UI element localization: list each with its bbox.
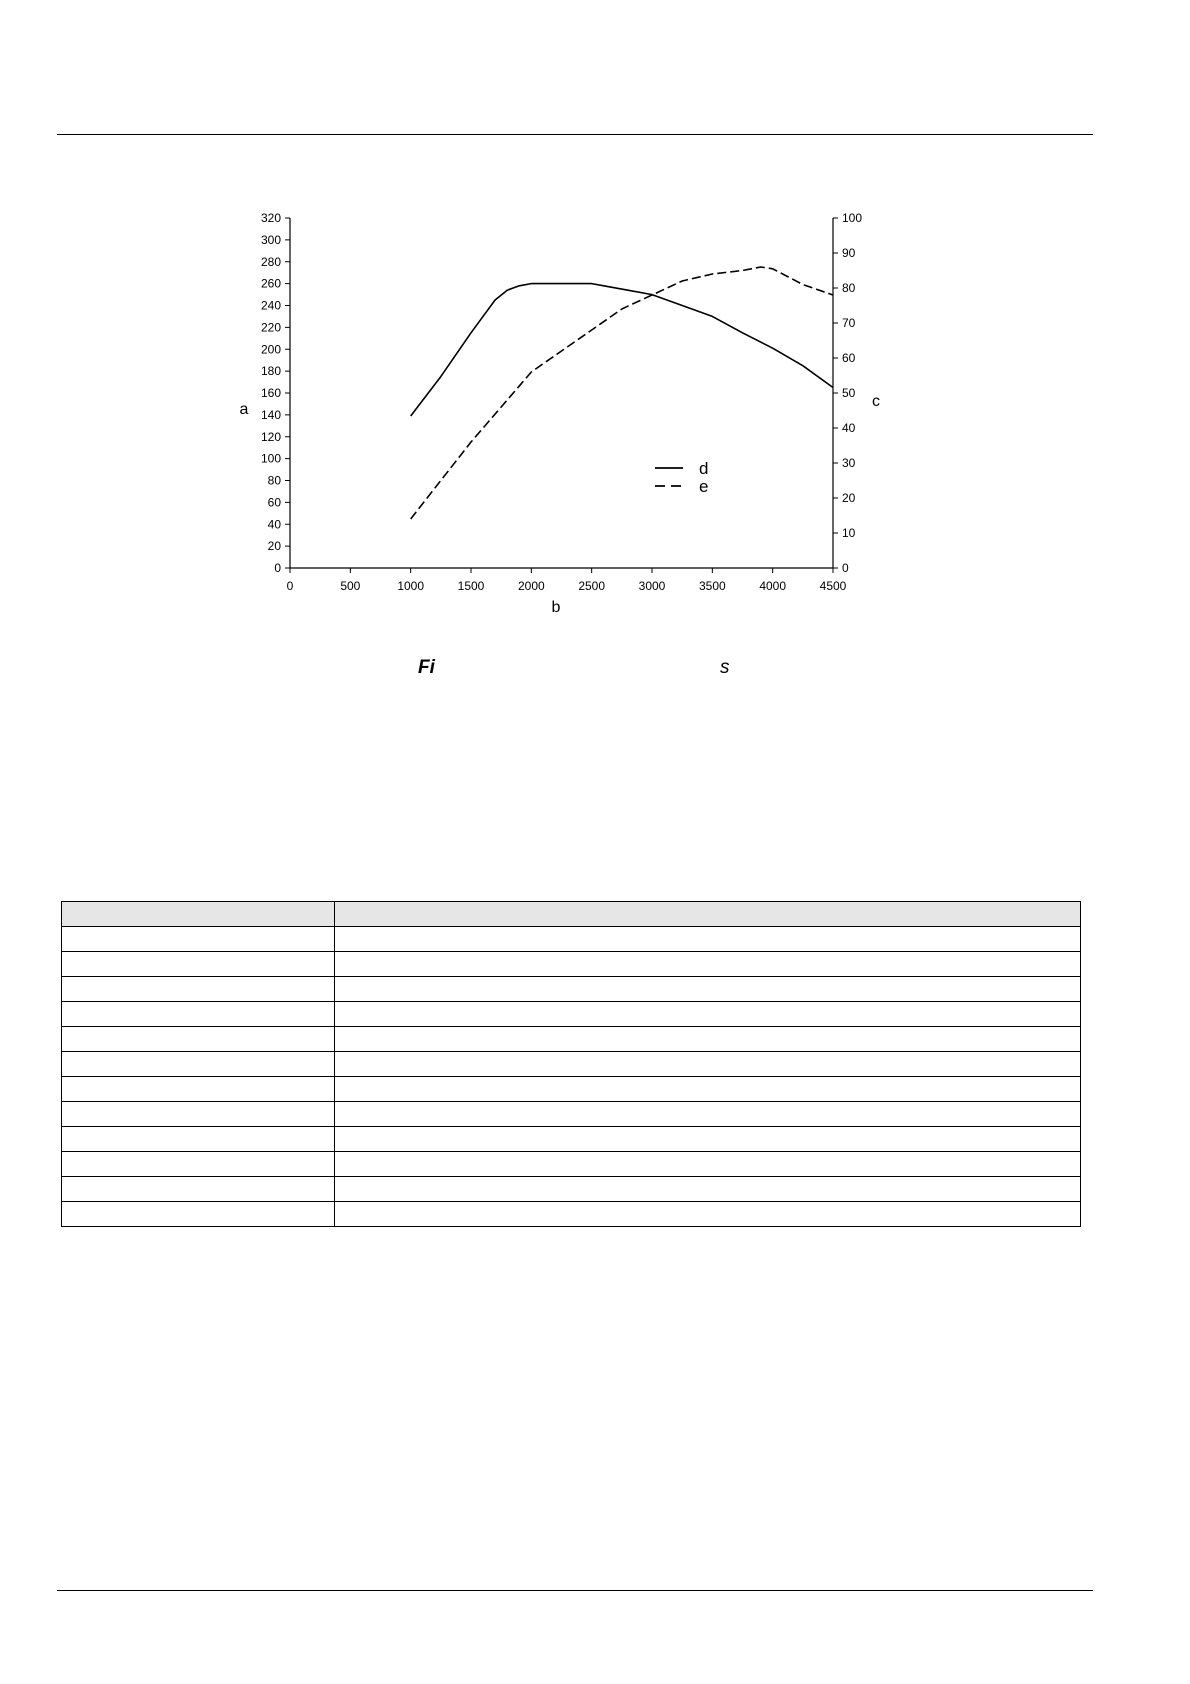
table-row: [62, 1077, 1081, 1102]
y-tick-label: 260: [260, 276, 281, 291]
table-cell: [335, 927, 1081, 952]
table-cell: [335, 1077, 1081, 1102]
table-cell: [335, 977, 1081, 1002]
y2-tick-label: 60: [842, 351, 856, 365]
table-cell: [62, 902, 335, 927]
y2-tick-label: 40: [842, 421, 856, 435]
table-cell: [335, 1152, 1081, 1177]
table-cell: [62, 1102, 335, 1127]
table-header-row: [62, 902, 1081, 927]
table-cell: [335, 1127, 1081, 1152]
y-tick-label: 140: [260, 407, 281, 422]
y-tick-label: 20: [267, 539, 281, 554]
y2-tick-label: 100: [842, 211, 863, 225]
table-cell: [335, 1002, 1081, 1027]
x-tick-label: 1500: [457, 579, 485, 593]
table-cell: [62, 1052, 335, 1077]
y-tick-label: 220: [260, 320, 281, 335]
x-tick-label: 2500: [578, 579, 606, 593]
table-row: [62, 952, 1081, 977]
table-cell: [62, 1002, 335, 1027]
y-tick-label: 300: [260, 232, 281, 247]
y-tick-label: 40: [267, 517, 281, 532]
y-tick-label: 100: [260, 451, 281, 466]
chart-series: [411, 267, 833, 519]
table-cell: [62, 927, 335, 952]
y2-tick-label: 70: [842, 316, 856, 330]
chart-axes: [290, 218, 833, 568]
table-cell: [62, 1127, 335, 1152]
y2-axis-title: c: [872, 393, 880, 410]
table-row: [62, 1202, 1081, 1227]
x-tick-label: 4000: [759, 579, 787, 593]
table-row: [62, 1127, 1081, 1152]
legend-label-e: e: [699, 477, 709, 496]
x-axis-title: b: [551, 599, 561, 616]
table-cell: [62, 1152, 335, 1177]
table-cell: [335, 902, 1081, 927]
x-tick-label: 2000: [517, 579, 545, 593]
table-row: [62, 1177, 1081, 1202]
y2-tick-label: 90: [842, 246, 856, 260]
y2-tick-label: 30: [842, 456, 856, 470]
x-tick-label: 3500: [698, 579, 726, 593]
y2-tick-label: 10: [842, 526, 856, 540]
y-axis-title: a: [239, 401, 249, 418]
table-cell: [335, 1177, 1081, 1202]
table-cell: [62, 1027, 335, 1052]
y-tick-label: 280: [260, 254, 281, 269]
data-table: [61, 901, 1081, 1227]
y-tick-label: 180: [260, 364, 281, 379]
y-tick-label: 200: [260, 342, 281, 357]
table-row: [62, 1027, 1081, 1052]
x-tick-label: 4500: [819, 579, 847, 593]
table-row: [62, 1052, 1081, 1077]
table-cell: [62, 1202, 335, 1227]
y-tick-label: 320: [260, 211, 281, 225]
y-tick-label: 60: [267, 495, 281, 510]
table-cell: [62, 952, 335, 977]
series-line-d: [411, 284, 833, 416]
x-tick-label: 1000: [397, 579, 425, 593]
table-row: [62, 927, 1081, 952]
table-cell: [62, 1077, 335, 1102]
table-cell: [62, 1177, 335, 1202]
y-tick-label: 0: [274, 561, 281, 575]
x-tick-label: 500: [340, 579, 361, 593]
y2-tick-label: 50: [842, 386, 856, 400]
bottom-rule: [57, 1590, 1093, 1591]
table-row: [62, 1102, 1081, 1127]
legend-label-d: d: [699, 459, 709, 478]
y-tick-label: 240: [260, 298, 281, 313]
table-row: [62, 1152, 1081, 1177]
figure-caption: Fi: [418, 657, 435, 678]
table-row: [62, 977, 1081, 1002]
y2-tick-label: 80: [842, 281, 856, 295]
line-chart: [0, 0, 1190, 640]
table-row: [62, 1002, 1081, 1027]
table-cell: [62, 977, 335, 1002]
table-cell: [335, 1202, 1081, 1227]
y-tick-label: 80: [267, 473, 281, 488]
y-tick-label: 160: [260, 386, 281, 400]
x-tick-label: 0: [286, 579, 294, 593]
chart-legend: [655, 459, 708, 496]
x-tick-label: 3000: [638, 579, 666, 593]
y-tick-label: 120: [260, 429, 281, 444]
table-cell: [335, 952, 1081, 977]
figure-caption-tail: s: [720, 657, 730, 678]
series-line-e: [411, 267, 833, 519]
y2-tick-label: 20: [842, 491, 856, 505]
y2-tick-label: 0: [842, 561, 849, 575]
table-cell: [335, 1027, 1081, 1052]
table-cell: [335, 1052, 1081, 1077]
table-cell: [335, 1102, 1081, 1127]
